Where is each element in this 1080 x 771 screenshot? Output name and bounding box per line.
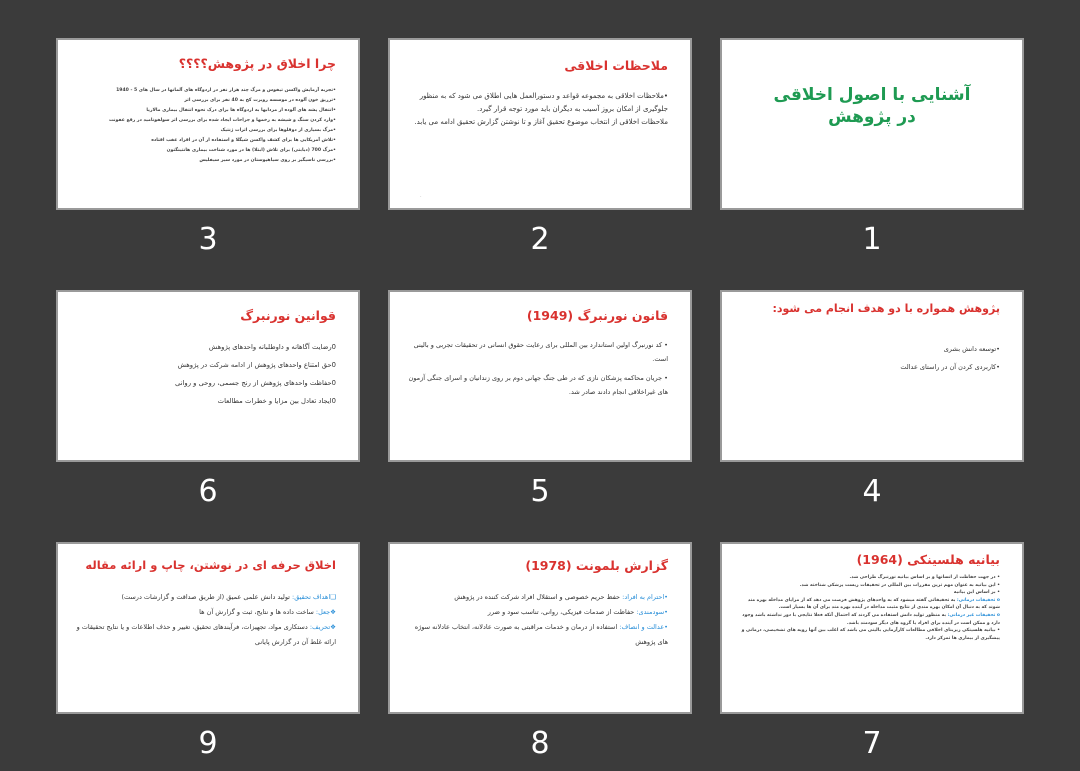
slide-5-title: قانون نورنبرگ (1949) [526, 308, 668, 323]
slide-5-item: • کد نورنبرگ اولین استاندارد بین المللی برای رعایت حقوق انسانی در تحقیقات تجربی و بالینی است. [413, 341, 668, 363]
slide-2-title: ملاحظات اخلاقی [564, 58, 668, 73]
slide-8-item: •عدالت و انصاف: استفاده از درمان و خدمات مراقبتی به صورت عادلانه، انتخاب عادلانه سوژه های پژوهش [414, 623, 668, 646]
slide-number-6: 6 [198, 474, 218, 509]
slide-6[interactable] [56, 290, 360, 462]
slide-7-item: • بر اساس این بیانیه [953, 590, 1000, 596]
slide-8-item: •سودمندی: حفاظت از صدمات فیزیکی، روانی، تناسب سود و ضرر [487, 608, 668, 616]
slide-4-item: •توسعه دانش بشری [943, 345, 1000, 353]
slide-4-item: •کاربردی کردن آن در راستای عدالت [900, 363, 1000, 371]
slide-3-item: •وارد کردن سنگ و شیشه به زخمها و جراحات ایجاد شده برای بررسی اثر سولفونامید در رفع عفونت [108, 118, 336, 123]
slide-3-item: •بررسی ناسیگیر بر روی سیاهپوستان در مورد سیر سیفلیس [199, 158, 336, 163]
slide-9-item: ❑اهداف تحقیق: تولید دانش علمی عمیق (از طریق صداقت و گزارشات درست) [121, 593, 336, 601]
slide-9-title: اخلاق حرفه ای در نوشتن، چاپ و ارائه مقاله [85, 558, 336, 572]
slide-9-item: ❖تحریف: دستکاری مواد، تجهیزات، فرآیندهای تحقیق، تغییر و حذف اطلاعات و یا نتایج تحقیقات و ارائه غلط آن در گزارش پایانی [76, 623, 336, 646]
slide-number-3: 3 [198, 222, 218, 257]
slide-3-item: •مرگ بسیاری از دوقلوها برای بررسی اثرات ژنتیک [220, 128, 336, 133]
slide-4-title: پژوهش همواره با دو هدف انجام می شود: [772, 302, 1000, 315]
slide-3[interactable] [56, 38, 360, 210]
slide-4[interactable] [720, 290, 1024, 462]
slide-number-9: 9 [198, 726, 218, 761]
slide-5[interactable] [388, 290, 692, 462]
slide-6-item: 0ایجاد تعادل بین مزایا و خطرات مطالعات [217, 397, 336, 405]
slide-8-title: گزارش بلمونت (1978) [525, 558, 668, 573]
slide-number-1: 1 [862, 222, 882, 257]
slide-3-item: •مرگ 700 (دیابتی) برای تلاش (ابتلا) ها در مورد شناخت بیماری هانتینگتون [166, 148, 336, 153]
slide-7-item: • در جهت حفاظت از انسانها و بر اساس بیانیه نورنبرگ طراحی شد. [849, 575, 1000, 580]
slide-3-title: چرا اخلاق در پژوهش؟؟؟؟ [178, 56, 336, 71]
slide-3-item: •تلاش آمریکایی ها برای کشف واکسن شیگلا و استفاده از آن در افراد عقب افتاده [151, 138, 336, 143]
slide-9-item: ❖جعل: ساخت داده ها و نتایج، ثبت و گزارش آن ها [199, 608, 336, 616]
slide-2[interactable] [388, 38, 692, 210]
slide-2-paragraph-1: •ملاحظات اخلاقی به مجموعه قواعد و دستورالعمل هایی اطلاق می شود که به منظور جلوگیری از امکان بروز آسیب به دیگران باید مورد توجه قرار گیرد. [419, 92, 668, 113]
slide-number-2: 2 [530, 222, 550, 257]
slide-number-4: 4 [862, 474, 882, 509]
slide-1[interactable] [720, 38, 1024, 210]
slide-3-item: •انتقال پشه های آلوده از مردابها به اردوگاه ها برای درک نحوه انتقال بیماری مالاریا [146, 108, 336, 113]
slide-6-item: 0حق امتناع واحدهای پژوهش از ادامه شرکت در پژوهش [177, 361, 336, 369]
slide-1-title: آشنایی با اصول اخلاقی در پژوهش [773, 85, 971, 127]
slide-7-item: • بیانیه هلسینکی زیربنای اخلاقی مطالعات کارآزمایی بالینی می باشد که اغلب بین آنها رویه های تشخیصی، درمانی و پیشگیری از بیماری ها تمرکز دارد. [741, 628, 1000, 641]
slide-9[interactable] [56, 542, 360, 714]
slide-6-item: 0رضایت آگاهانه و داوطلبانه واحدهای پژوهش [208, 343, 336, 351]
slide-8-item: •احترام به افراد: حفظ حریم خصوصی و استقلال افراد شرکت کننده در پژوهش [454, 593, 668, 601]
slide-number-7: 7 [862, 726, 882, 761]
slide-2-paragraph-2: ملاحظات اخلاقی از انتخاب موضوع تحقیق آغاز و تا نوشتن گزارش تحقیق ادامه می یابد. [414, 118, 668, 126]
slide-7[interactable] [720, 542, 1024, 714]
slide-2-page-mark: · [420, 194, 422, 200]
slide-3-item: •تجربه آزمایش واکسن تیفوس و مرگ چند هزار نفر در اردوگاه های آلمانها در سال های 5 - 1940 [116, 88, 336, 93]
slide-5-item: • جریان محاکمه پزشکان نازی که در طی جنگ جهانی دوم بر روی زندانیان و اسرای جنگی آزمون های غیراخلاقی انجام دادند صادر شد. [408, 374, 668, 396]
slide-3-item: •تزریق خون آلوده در موسسه روبرت کخ به 40 نفر برای بررسی اثر [184, 98, 336, 103]
slide-7-item: • این بیانیه به عنوان مهم ترین مقررات بین المللی در تحقیقات زیست پزشکی شناخته شد. [799, 582, 1000, 588]
slide-number-5: 5 [530, 474, 550, 509]
slide-number-8: 8 [530, 726, 550, 761]
slide-6-item: 0حفاظت واحدهای پژوهش از رنج جسمی، روحی و روانی [174, 379, 336, 387]
slide-8[interactable] [388, 542, 692, 714]
slide-7-item: o تحقیقات درمانی: به تحقیقاتی گفته میشود که به واحدهای پژوهش فرصت می دهد که از مزایای مداخله بهره مند شوند که به دنبال آن امکان بهره مندی از نتایج مثبت مداخله در آینده بهره مند برای آن ها بسیار است. [747, 597, 1000, 611]
slide-6-title: قوانین نورنبرگ [240, 308, 336, 323]
slide-7-item: o تحقیقات غیر درمانی: به منظور تولید دانش استفاده می گردند که احتمال آنکه فعلا نتایجی با دور نداشته باشد وجود دارد و ممکن است در آینده برای افراد یا گروه های دیگر سودمند باشد. [742, 612, 1000, 626]
slide-7-title: بیانیه هلسینکی (1964) [856, 552, 1000, 567]
